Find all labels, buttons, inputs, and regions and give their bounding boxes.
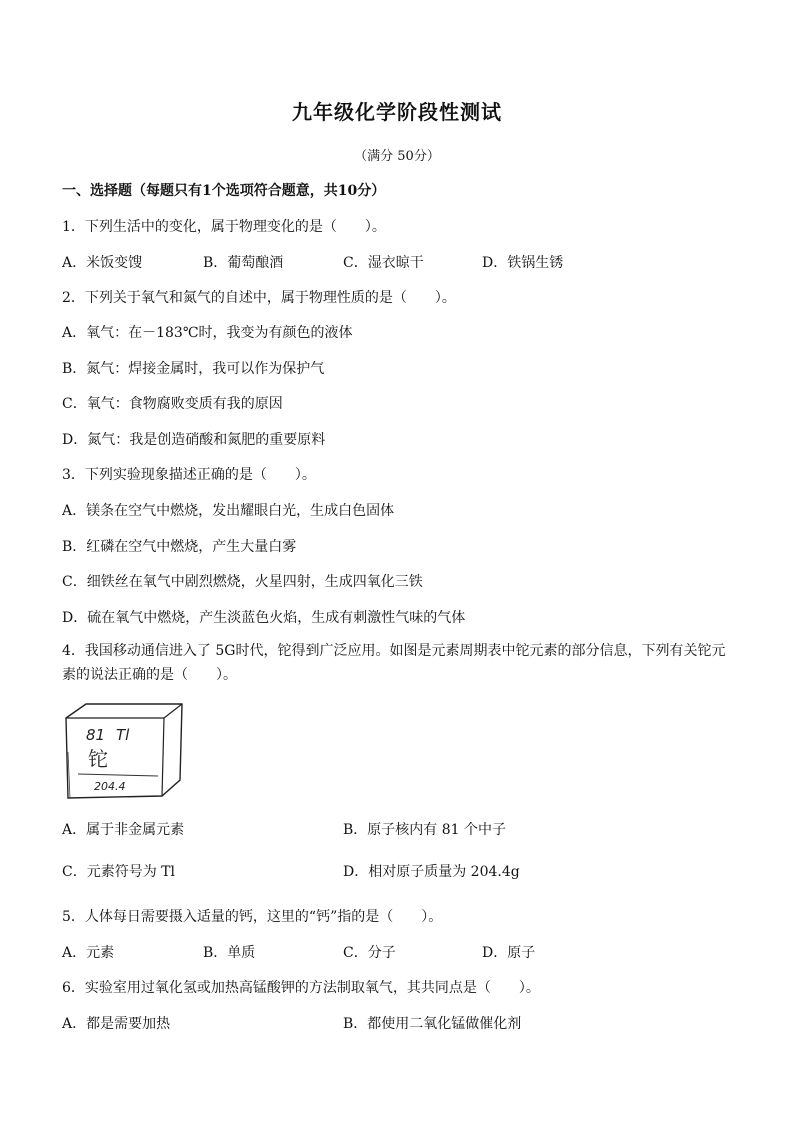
q6-option-b: B．都使用二氧化锰做催化剂 (343, 1016, 522, 1032)
section-heading: 一、选择题（每题只有1个选项符合题意，共10分） (62, 183, 386, 199)
q2-option-c: C．氧气：食物腐败变质有我的原因 (62, 396, 283, 412)
card-top-edge (164, 704, 182, 718)
q1-option-a: A．米饭变馊 (62, 255, 143, 271)
atomic-mass: 204.4 (94, 780, 126, 793)
q4-option-c: C．元素符号为 Tl (62, 864, 175, 880)
q2-option-a: A．氧气：在－183℃时，我变为有颜色的液体 (62, 325, 353, 341)
question-2-stem: 2．下列关于氧气和氮气的自述中，属于物理性质的是（ ）。 (62, 290, 456, 306)
q3-option-c: C．细铁丝在氧气中剧烈燃烧，火星四射，生成四氧化三铁 (62, 574, 423, 590)
element-name: 铊 (88, 747, 108, 771)
q5-option-d: D．原子 (482, 945, 536, 961)
question-3-stem: 3．下列实验现象描述正确的是（ ）。 (62, 467, 316, 483)
question-1-stem: 1．下列生活中的变化，属于物理变化的是（ ）。 (62, 219, 386, 235)
score-note: （满分 50分） (354, 149, 440, 164)
q2-option-b: B．氮气：焊接金属时，我可以作为保护气 (62, 361, 325, 377)
thallium-element-card (62, 700, 186, 800)
question-6-stem: 6．实验室用过氧化氢或加热高锰酸钾的方法制取氧气，其共同点是（ ）。 (62, 980, 540, 996)
q4-option-a: A．属于非金属元素 (62, 822, 185, 838)
question-4-stem: 4．我国移动通信进入了 5G时代，铊得到广泛应用。如图是元素周期表中铊元素的部分信息，下列有关铊元素的说法正确的是（ ）。 (62, 643, 726, 683)
q2-option-d: D．氮气：我是创造硝酸和氮肥的重要原料 (62, 432, 326, 448)
q3-option-b: B．红磷在空气中燃烧，产生大量白雾 (62, 539, 297, 555)
q3-option-a: A．镁条在空气中燃烧，发出耀眼白光，生成白色固体 (62, 503, 395, 519)
question-5-stem: 5．人体每日需要摄入适量的钙，这里的“钙”指的是（ ）。 (62, 909, 443, 925)
q1-option-b: B．葡萄酿酒 (203, 255, 284, 271)
atomic-number: 81 (86, 726, 106, 744)
q5-option-c: C．分子 (343, 945, 396, 961)
q3-option-d: D．硫在氧气中燃烧，产生淡蓝色火焰，生成有刺激性气味的气体 (62, 610, 466, 626)
page-title: 九年级化学阶段性测试 (292, 100, 502, 124)
q6-option-a: A．都是需要加热 (62, 1016, 171, 1032)
element-symbol: Tl (116, 726, 130, 744)
q1-option-d: D．铁锅生锈 (482, 255, 564, 271)
q5-option-a: A．元素 (62, 945, 115, 961)
q5-option-b: B．单质 (203, 945, 256, 961)
q1-option-c: C．湿衣晾干 (343, 255, 424, 271)
q4-option-d: D．相对原子质量为 204.4g (343, 864, 520, 880)
q4-option-b: B．原子核内有 81 个中子 (343, 822, 507, 838)
